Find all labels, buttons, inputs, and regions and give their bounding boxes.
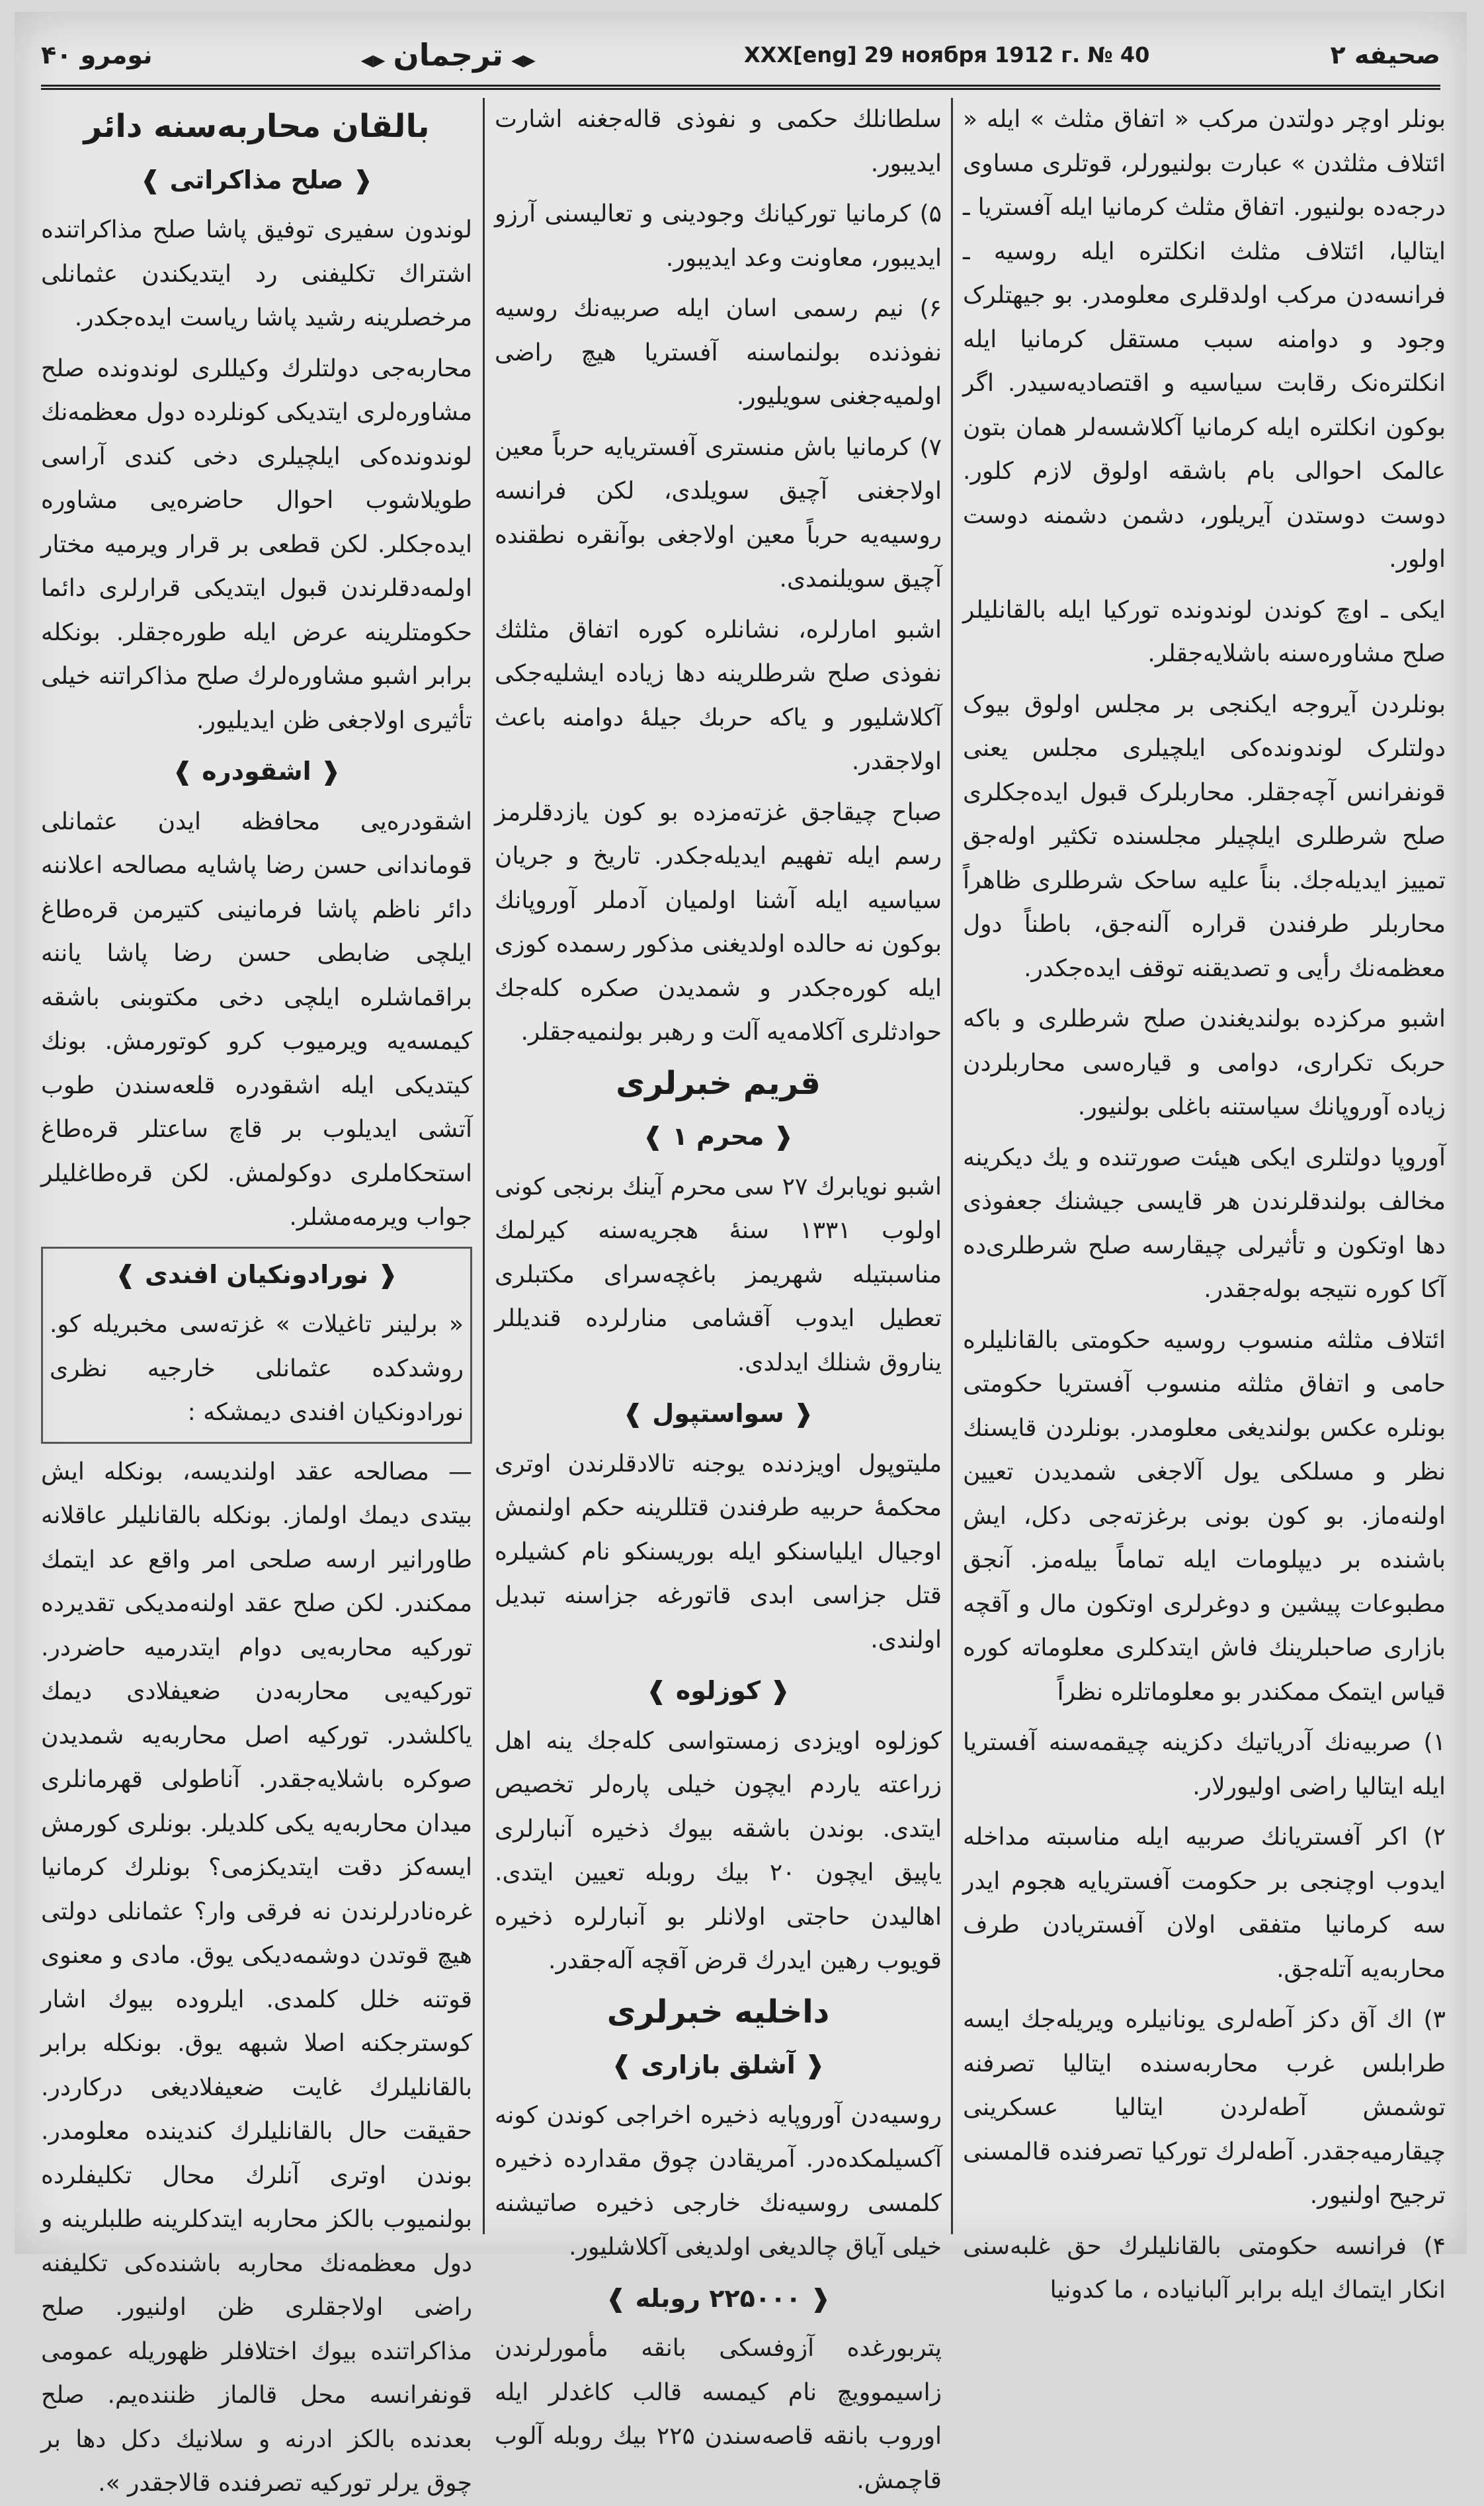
issue-number: نومرو ۴۰ — [41, 40, 153, 69]
article-paragraph: روسیه‌دن آوروپایه ذخیره اخراجی کوندن کونه آکسیلمکده‌در. آمریقادن چوق مقدارده ذخیره کلمسی روسیه‌نك خارجی ذخیره صاتیشنه خیلی آیاق چالدیغی اولدیغی آکلاشلیور. — [495, 2101, 942, 2261]
page-label: صحیفه ۲ — [1330, 40, 1440, 69]
newspaper-page — [15, 12, 1467, 2497]
article-paragraph: پتربورغده آزوفسکی بانقه مأمورلرندن زاسیموویچ نام کیمسه قالب کاغدلر ایله اوروب بانقه قاصه‌سندن ۲۲۵ بیك روبله آلوب قاچمش. — [495, 2335, 942, 2494]
article-paragraph: « برلینر تاغیلات » غزته‌سی مخبریله کو. روشدکده عثمانلی خارجیه نظری نورادونکیان افندی دیمشکه : — [50, 1311, 464, 1426]
article-paragraph: — مصالحه عقد اولندیسه، بونکله ایش بیتدی دیمك اولماز. بونکله بالقانلیلر عاقلانه طاورانیر ارسه صلحی امر واقع عد ایتمك ممکندر. لکن صلح عقد اولنه‌مدیکی تقدیرده تورکیه محاربه‌یی دوام ایتدرمیه حاضردر. تورکیه‌یی محاربه‌دن ضعیفلادی دیمك یاکلشدر. تورکیه اصل محاربه‌یه شمدیدن صوکره باشلایه‌جقدر. آناطولی قهرمانلری میدان محاربه‌یه یکی کلدیلر. بونلری کورمش ایسه‌کز دقت ایتدیکزمی؟ بونلرك کرمانیا غره‌نادرلرندن نه فرقی وار؟ عثمانلی دولتی هیچ قوتدن دوشمه‌دیکی یوق. مادی و معنوی قوتنه خلل کلمدی. ایلروده بیوك اشار کوسترجکنه اصلا شبهه یوق. بونکله برابر بالقانلیلرك غایت ضعیفلادیغی درکاردر. حقیقت حال بالقانلیلرك کندینده معلومدر. بوندن اوتری آنلرك محال تکلیفلرده بولنمیوب بالکز محاربه ایتدکلرینه طلبلرینه و دول معظمه‌نك محاربه باشنده‌کی تکلیفنه راضی اولاجقلری ظن اولنیور. صلح مذاکراتنده بیوك اختلافلر ظهوریله عمومی قونفرانسه محل قالماز ظننده‌یم. صلح بعدنده بالکز ادرنه و سلانیك دکل دها بر چوق یرلر تورکیه تصرفنده قالاجقدر ». — [41, 1458, 472, 2497]
article-paragraph: ۳) اك آق دکز آطه‌لری یونانیلره ویریله‌جك ایسه طرابلس غرب محاربه‌سنده ایتالیا تصرفنه توشمش آطه‌لردن ایتالیا عسکرینی چیقارمیه‌جقدر. آطه‌لرك توركیا تصرفنده قالمسنی ترجیح اولنیور. — [963, 2006, 1446, 2209]
section-heading: داخلیه خبرلری — [606, 1993, 830, 2030]
subheading: ❰ محرم ۱ ❱ — [495, 1114, 942, 1159]
article-paragraph: محاربه‌جی دولتلرك وکیللری لوندونده صلح مشاوره‌لری ایتدیکی کونلرده دول معظمه‌نك لوندونده‌کی ایلچیلری دخی کندی آراسی طویلاشوب احوال حاضره‌یی مشاوره ایده‌جکلر. لکن قطعی بر قرار ویرمیه مختار اولمه‌دقلرندن قبول ایتدیکی قرارلری دائما حکومتلرینه عرض ایله طوره‌جقلر. بونکله برابر اشبو مشاوره‌لرك صلح مذاکراتنه خیلی تأثیری اولاجغی ظن ایدیلیور. — [41, 355, 472, 734]
column-middle — [495, 98, 942, 2494]
article-paragraph: ائتلاف مثلثه منسوب روسیه حکومتی بالقانلیلره حامی و اتفاق مثلثه منسوب آفستریا حکومتی بونلره عکس بولندیغی معلومدر. بونلردن قایسنك نظر و مسلکی یول آلاجغی شمدیدن تعیین اولنه‌ماز. بو کون بونی برغزته‌جی دکل، ایش باشنده بر دیپلومات ایله تماماً بیله‌مز. آنجق مطبوعات پیشین و دوغرلری اوتکون مال و آقچه بازاری صاحبلرینك فاش ایتدکلری معلوماته کوره قیاس ایتمک ممکندر بو معلوماتلره نظراً — [963, 1326, 1446, 1706]
column-right — [963, 98, 1446, 2304]
article-paragraph: ۱) صربیه‌نك آدریاتیك دکزینه چیقمه‌سنه آفستریا ایله ایتالیا راضی اولیورلار. — [963, 1729, 1446, 1800]
date-line: XXX[eng] 29 ноября 1912 г. № 40 — [743, 42, 1150, 67]
subheading: ❰ کوزلوه ❱ — [495, 1669, 942, 1713]
article-paragraph: بونلردن آیروجه ایکنجی بر مجلس اولوق بیوک دولتلرک لوندونده‌کی ایلچیلری مجلس یعنی قونفرانس آچه‌جقلر. محاربلرک قبول ایده‌جکلری صلح شرطلری ایلچیلر مجلسنده تکثیر اوله‌جق تمییز ایدیله‌جك. بناً علیه ساحک شرطلری ظاهراً محاربلر طرفندن قراره آلنه‌جق، باطناً دول معظمه‌نك رأیی و تصدیقنه توقف ایده‌جکدر. — [963, 690, 1446, 982]
article-paragraph: اشقودره‌یی محافظه ایدن عثمانلی قوماندانی حسن رضا پاشایه مصالحه اعلاننه دائر ناظم پاشا فرمانینی کتیرمن قره‌طاغ ایلچی ضابطی حسن رضا پاشا یاننه براقماشلره ایلچی دخی مکتوبنی باشقه کیمسه‌یه ویرمیوب کرو کوتورمش. بونك کیتدیکی ایله اشقودره قلعه‌سندن طوب آتشی ایدیلوب بر قاچ ساعتلر قره‌طاغ استحکاملری دوکولمش. لکن قره‌طاغلیلر جواب ویرمه‌مشلر. — [41, 808, 472, 1231]
article-paragraph: آوروپا دولتلری ایکی هیئت صورتنده و یك دیکرینه مخالف بولندقلرندن هر قایسی جیشنك جعفوذی دها اوتکون و تأثیرلی چیقارسه صلح شرطلری‌ده آکا کوره نتیجه بوله‌جقدر. — [963, 1144, 1446, 1303]
subheading: ❰ سواستپول ❱ — [495, 1392, 942, 1436]
article-paragraph: اشبو نویابرك ۲۷ سی محرم آینك برنجی کونی اولوب ۱۳۳۱ سنهٔ هجریه‌سنه کیرلمك مناسبتیله شهریمز باغچه‌سرای مکتبلری تعطیل ایدوب آقشامی منارلرده قندیللر یناروق شنلك ایدلدی. — [495, 1173, 942, 1376]
boxed-article — [41, 1247, 472, 1444]
subheading: ❰ اشقودره ❱ — [41, 749, 472, 794]
column-left — [41, 98, 472, 2497]
subheading: ❰ ۲۲۵۰۰۰ روبله ❱ — [495, 2276, 942, 2321]
article-paragraph: ملیتوپول اویزدنده یوجنه تالادقلرندن اوتری محکمهٔ حربیه طرفندن قتللرینه حکم اولنمش اوجیال ایلیاسنکو ایله بوریسنکو نام کشیلره قتل جزاسی ابدی قاتورغه جزاسنه تبدیل اولندی. — [495, 1450, 942, 1653]
article-paragraph: سلطانلك حکمی و نفوذی قاله‌جغنه اشارت ایدیبور. — [495, 106, 942, 177]
article-paragraph: اشبو مرکزده بولندیغندن صلح شرطلری و باکه حربک تکراری، دوامی و قیاره‌سی محاربلردن زیاده آوروپانك سیاستنه باغلی بولنیور. — [963, 1005, 1446, 1120]
article-paragraph: ۶) نیم رسمی اسان ایله صربیه‌نك روسیه نفوذنده بولنماسنه آفستریا هیچ راضی اولمیه‌جغنی سویلیور. — [495, 295, 942, 410]
section-heading: بالقان محاربه‌سنه دائر — [83, 108, 430, 145]
column-rule-left — [483, 98, 485, 2234]
article-paragraph: ایکی ـ اوچ کوندن لوندونده توركیا ایله بالقانلیلر صلح مشاوره‌سنه باشلایه‌جقلر. — [963, 596, 1446, 667]
article-paragraph: اشبو امارلره، نشانلره کوره اتفاق مثلثك نفوذی صلح شرطلرینه دها زیاده ایشلیه‌جکی آکلاشلیور و یاکه حربك جیلهٔ دوامنه باعث اولاجقدر. — [495, 616, 942, 775]
article-paragraph: ۷) کرمانیا باش منستری آفستریایه حرباً معین اولاجغنی آچیق سویلدی، لکن فرانسه روسیه‌یه حرباً معین اولاجغی بوآنقره نطقنده آچیق سویلنمدی. — [495, 433, 942, 593]
article-paragraph: کوزلوه اویزدی زمستواسی کله‌جك ینه اهل زراعته یاردم ایچون خیلی پاره‌لر تخصیص ایتدی. بوندن باشقه بیوك ذخیره آنبارلری یاپیق ایچون ۲۰ بیك روبله تعیین ایتدی. اهالیدن حاجتی اولانلر بو آنبارلره ذخیره قویوب رهین ایدرك قرض آقچه آله‌جقدر. — [495, 1727, 942, 1974]
subheading: ❰ آشلق بازاری ❱ — [495, 2043, 942, 2087]
article-paragraph: صباح چیقاجق غزته‌مزده بو کون یازدقلرمز رسم ایله تفهیم ایدیله‌جکدر. تاریخ و جریان سیاسیه ایله آشنا اولمیان آدملر آوروپانك بوکون نه حالده اولدیغنی مذکور رسمده کوزی ایله کوره‌جکدر و شمدیدن صکره کله‌جك حوادثلری آکلامه‌یه آلت و رهبر بولنمیه‌جقلر. — [495, 798, 942, 1046]
subheading: ❰ نورادونکیان افندی ❱ — [50, 1253, 464, 1297]
article-paragraph: ۴) فرانسه حکومتی بالقانلیلرك حق غلبه‌سنی انکار ایتماك ایله برابر آلبانیاده ، ما کدونیا — [963, 2232, 1446, 2304]
page-header — [41, 25, 1440, 90]
article-paragraph: لوندون سفیری توفیق پاشا صلح مذاکراتنده اشتراك تکلیفنی رد ایتدیکندن عثمانلی مرخصلرینه رشید پاشا ریاست ایده‌جکدر. — [41, 216, 472, 331]
subheading: ❰ صلح مذاکراتی ❱ — [41, 158, 472, 202]
article-paragraph: ۲) اکر آفستریانك صربیه ایله مناسبته مداخله ایدوب اوچنجی بر حکومت آفستریایه هجوم ایدر سه کرمانیا متفقی اولان آفستریادن طرف محاربه‌یه آتله‌جق. — [963, 1823, 1446, 1983]
article-paragraph: ۵) کرمانیا تورکیانك وجودینی و تعالیسنی آرزو ایدیبور، معاونت وعد ایدیبور. — [495, 200, 942, 272]
column-rule-right — [951, 98, 953, 2234]
article-paragraph: بونلر اوچر دولتدن مرکب « اتفاق مثلث » ایله « ائتلاف مثلثدن » عبارت بولنیورلر، قوتلری مساوی درجه‌ده بولنیور. اتفاق مثلث کرمانیا ایله آفستریا ـ ایتالیا، ائتلاف مثلث انکلتره ایله روسیه ـ فرانسه‌دن مرکب اولدقلری معلومدر. بو جیهتلرک وجود و دوامنه سبب مستقل کرمانیا ایله انکلتره‌نک رقابت سیاسیه و اقتصادیه‌سیدر. اگر بوکون انکلتره ایله کرمانیا آکلاشسه‌لر همان بتون عالمک احوالی بام باشقه اولوق لازم کلور. دوست دوستدن آیریلور، دشمن دشمنه دوست اولور. — [963, 106, 1446, 573]
section-heading: قریم خبرلری — [616, 1064, 821, 1102]
masthead-title: ◀▶ ترجمان ◀▶ — [333, 37, 563, 73]
